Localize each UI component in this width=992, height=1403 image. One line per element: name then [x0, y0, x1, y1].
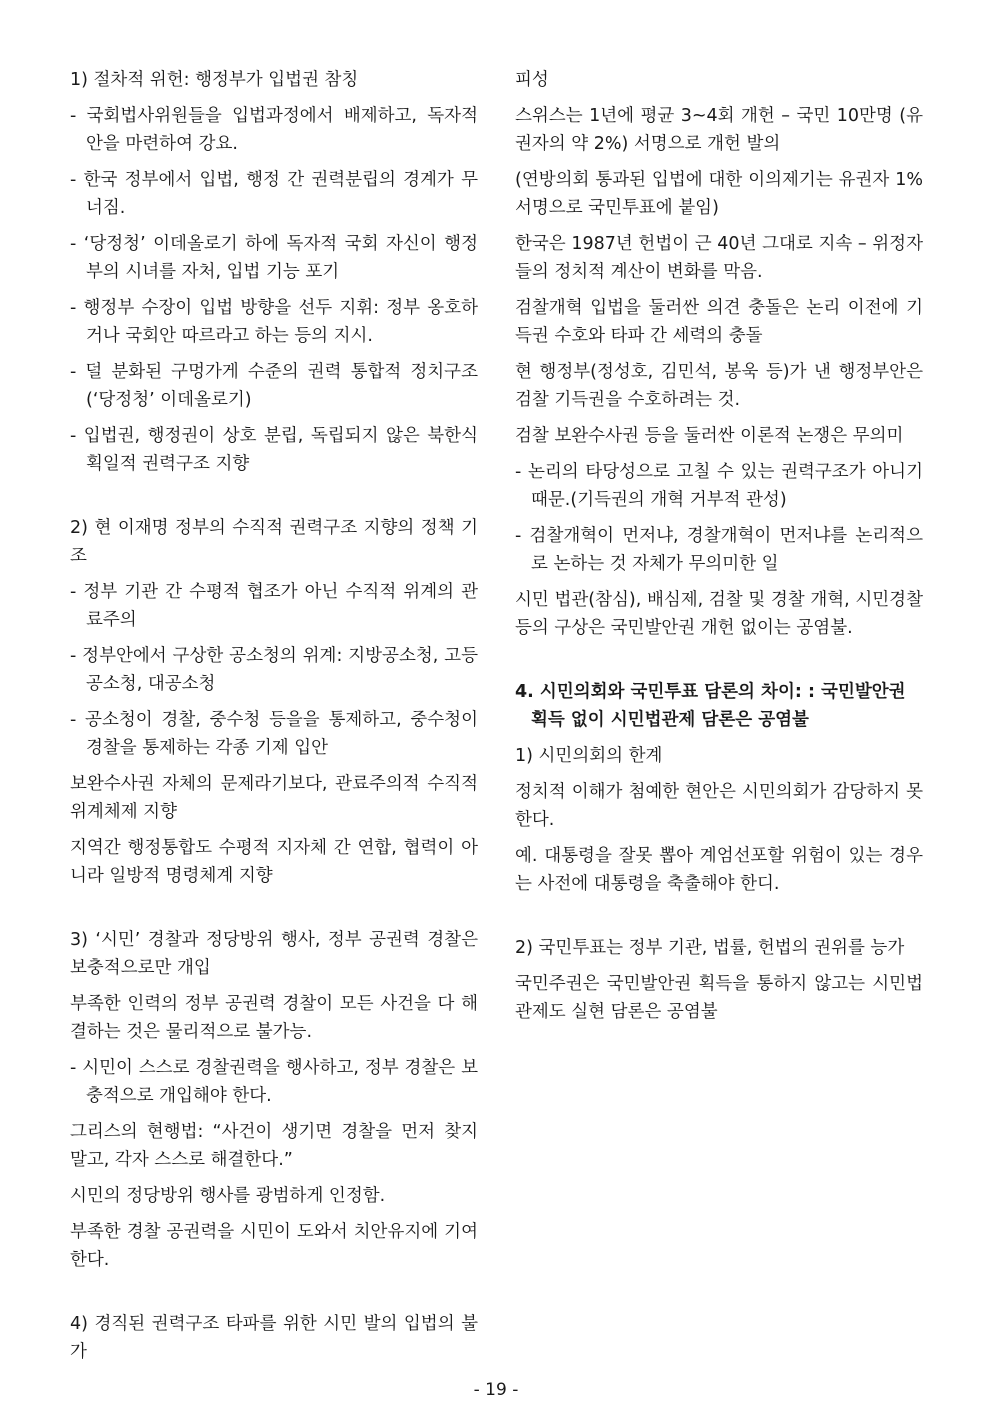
bullet: - 한국 정부에서 입법, 행정 간 권력분립의 경계가 무너짐.	[70, 170, 478, 218]
paragraph: 그리스의 현행법: “사건이 생기면 경찰을 먼저 찾지 말고, 각자 스스로 해결한다.”	[70, 1122, 478, 1170]
bullet: - 검찰개혁이 먼저냐, 경찰개혁이 먼저냐를 논리적으로 논하는 것 자체가 무의미한 일	[515, 526, 923, 574]
right-column	[515, 66, 923, 1034]
subsection-title: 1) 시민의회의 한계	[515, 746, 663, 766]
paragraph: 부족한 인력의 정부 공권력 경찰이 모든 사건을 다 해결하는 것은 물리적으로 불가능.	[70, 994, 478, 1042]
bullet: - 시민이 스스로 경찰권력을 행사하고, 정부 경찰은 보충적으로 개입해야 한다.	[70, 1058, 478, 1106]
bullet: - 공소청이 경찰, 중수청 등을을 통제하고, 중수청이 경찰을 통제하는 각종 기제 입안	[70, 710, 478, 758]
paragraph: (연방의회 통과된 입법에 대한 이의제기는 유권자 1% 서명으로 국민투표에 붙임)	[515, 170, 923, 218]
paragraph: 스위스는 1년에 평균 3~4회 개헌 – 국민 10만명 (유권자의 약 2%) 서명으로 개헌 발의	[515, 106, 923, 154]
paragraph: 현 행정부(정성호, 김민석, 봉욱 등)가 낸 행정부안은 검찰 기득권을 수호하려는 것.	[515, 362, 923, 410]
bullet: - 정부안에서 구상한 공소청의 위계: 지방공소청, 고등공소청, 대공소청	[70, 646, 478, 694]
section-heading: 4. 시민의회와 국민투표 담론의 차이: : 국민발안권 획득 없이 시민법관제 담론은 공염불	[515, 682, 906, 730]
paragraph: 시민의 정당방위 행사를 광범하게 인정함.	[70, 1186, 386, 1206]
bullet: - 덜 분화된 구멍가게 수준의 권력 통합적 정치구조(‘당정청’ 이데올로기)	[70, 362, 478, 410]
paragraph: 시민 법관(참심), 배심제, 검찰 및 경찰 개혁, 시민경찰 등의 구상은 국민발안권 개헌 없이는 공염불.	[515, 590, 923, 638]
paragraph: 검찰개혁 입법을 둘러싼 의견 충돌은 논리 이전에 기득권 수호와 타파 간 세력의 충돌	[515, 298, 923, 346]
bullet: - 입법권, 행정권이 상호 분립, 독립되지 않은 북한식 획일적 권력구조 지향	[70, 426, 478, 474]
section-4-title: 4) 경직된 권력구조 타파를 위한 시민 발의 입법의 불가	[70, 1314, 478, 1362]
bullet: - 논리의 타당성으로 고칠 수 있는 권력구조가 아니기 때문.(기득권의 개혁 거부적 관성)	[515, 462, 923, 510]
paragraph: 부족한 경찰 공권력을 시민이 도와서 치안유지에 기여한다.	[70, 1222, 478, 1270]
section-2-title: 2) 현 이재명 정부의 수직적 권력구조 지향의 정책 기조	[70, 518, 478, 566]
paragraph: 정치적 이해가 첨예한 현안은 시민의회가 감당하지 못한다.	[515, 782, 923, 830]
bullet: - 국회법사위원들을 입법과정에서 배제하고, 독자적 안을 마련하여 강요.	[70, 106, 478, 154]
paragraph: 피성	[515, 70, 549, 90]
page-number: - 19 -	[473, 1380, 519, 1400]
left-column	[70, 66, 478, 1374]
section-1-title: 1) 절차적 위헌: 행정부가 입법권 참칭	[70, 70, 359, 90]
bullet: - 행정부 수장이 입법 방향을 선두 지휘: 정부 옹호하거나 국회안 따르라고 하는 등의 지시.	[70, 298, 478, 346]
bullet: - ‘당정청’ 이데올로기 하에 독자적 국회 자신이 행정부의 시녀를 자처, 입법 기능 포기	[70, 234, 478, 282]
paragraph: 국민주권은 국민발안권 획득을 통하지 않고는 시민법관제도 실현 담론은 공염불	[515, 974, 923, 1022]
paragraph: 보완수사권 자체의 문제라기보다, 관료주의적 수직적 위계체제 지향	[70, 774, 478, 822]
subsection-title: 2) 국민투표는 정부 기관, 법률, 헌법의 권위를 능가	[515, 938, 905, 958]
paragraph: 지역간 행정통합도 수평적 지자체 간 연합, 협력이 아니라 일방적 명령체계 지향	[70, 838, 478, 886]
bullet: - 정부 기관 간 수평적 협조가 아닌 수직적 위계의 관료주의	[70, 582, 478, 630]
paragraph: 한국은 1987년 헌법이 근 40년 그대로 지속 – 위정자들의 정치적 계산이 변화를 막음.	[515, 234, 923, 282]
section-3-title: 3) ‘시민’ 경찰과 정당방위 행사, 정부 공권력 경찰은 보충적으로만 개입	[70, 930, 478, 978]
paragraph: 검찰 보완수사권 등을 둘러싼 이론적 논쟁은 무의미	[515, 426, 904, 446]
paragraph: 예. 대통령을 잘못 뽑아 계엄선포할 위험이 있는 경우는 사전에 대통령을 축출해야 한디.	[515, 846, 923, 894]
